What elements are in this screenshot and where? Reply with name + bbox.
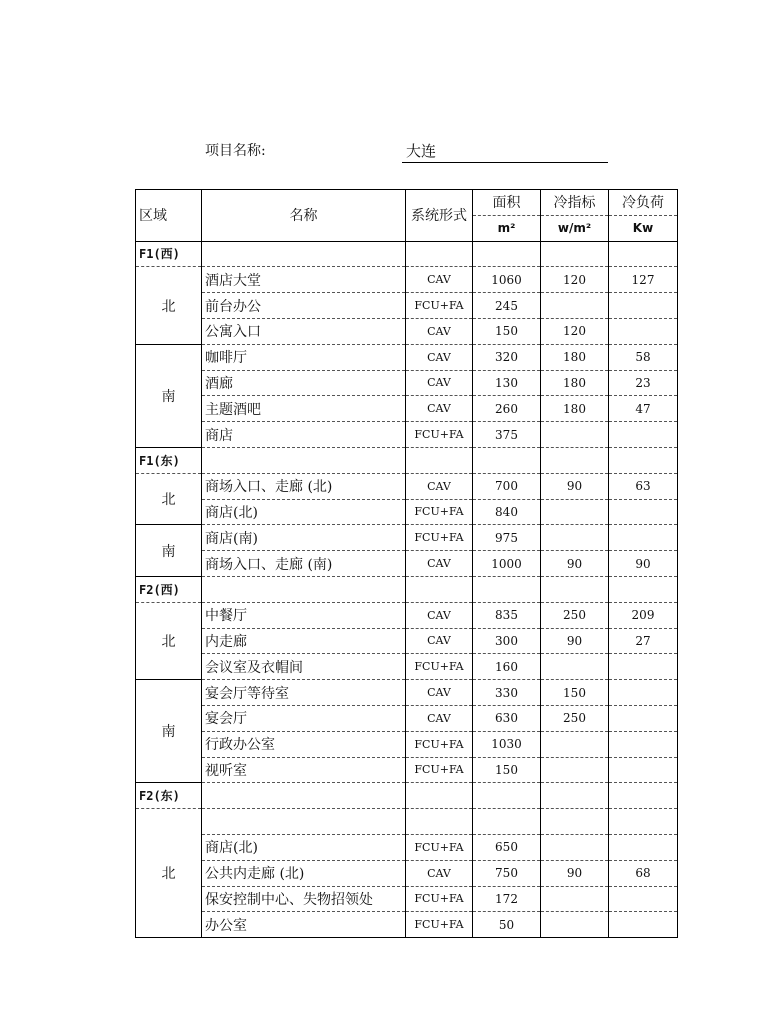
room-name: 行政办公室 xyxy=(202,731,406,757)
empty-cell xyxy=(541,783,609,809)
cooling-index: 90 xyxy=(541,628,609,654)
area-value: 150 xyxy=(473,757,541,783)
cooling-index: 150 xyxy=(541,680,609,706)
room-name: 中餐厅 xyxy=(202,602,406,628)
cooling-load xyxy=(609,886,678,912)
cooling-load xyxy=(609,654,678,680)
area-value: 700 xyxy=(473,473,541,499)
system-type: FCU+FA xyxy=(406,886,473,912)
system-type: FCU+FA xyxy=(406,757,473,783)
cooling-load xyxy=(609,525,678,551)
system-type: CAV xyxy=(406,473,473,499)
table-row xyxy=(136,525,678,551)
area-value: 1030 xyxy=(473,731,541,757)
table-row xyxy=(136,293,678,319)
area-value: 160 xyxy=(473,654,541,680)
cooling-load: 63 xyxy=(609,473,678,499)
empty-cell xyxy=(473,447,541,473)
empty-cell xyxy=(406,783,473,809)
room-name: 前台办公 xyxy=(202,293,406,319)
empty-cell xyxy=(202,576,406,602)
cooling-index xyxy=(541,912,609,938)
cooling-index: 120 xyxy=(541,267,609,293)
area-value: 975 xyxy=(473,525,541,551)
area-value: 1060 xyxy=(473,267,541,293)
cooling-load xyxy=(609,757,678,783)
section-row xyxy=(136,783,678,809)
room-name: 商店(北) xyxy=(202,834,406,860)
system-type: CAV xyxy=(406,628,473,654)
cooling-index xyxy=(541,886,609,912)
cooling-load xyxy=(609,705,678,731)
area-value: 172 xyxy=(473,886,541,912)
cooling-load xyxy=(609,834,678,860)
zone-cell: 南 xyxy=(136,344,202,447)
empty-cell xyxy=(473,783,541,809)
cooling-index xyxy=(541,809,609,835)
table-row xyxy=(136,705,678,731)
system-type: CAV xyxy=(406,551,473,577)
area-value: 750 xyxy=(473,860,541,886)
cooling-index: 120 xyxy=(541,318,609,344)
room-name: 内走廊 xyxy=(202,628,406,654)
table-row xyxy=(136,628,678,654)
cooling-load xyxy=(609,293,678,319)
section-row xyxy=(136,447,678,473)
system-type: CAV xyxy=(406,680,473,706)
system-type: FCU+FA xyxy=(406,654,473,680)
area-value: 300 xyxy=(473,628,541,654)
section-title: F2(东) xyxy=(136,783,202,809)
table-row xyxy=(136,602,678,628)
table-row xyxy=(136,860,678,886)
room-name: 主题酒吧 xyxy=(202,396,406,422)
system-type: FCU+FA xyxy=(406,834,473,860)
area-value xyxy=(473,809,541,835)
section-row xyxy=(136,576,678,602)
room-name: 公寓入口 xyxy=(202,318,406,344)
section-title: F2(西) xyxy=(136,576,202,602)
cooling-load xyxy=(609,731,678,757)
cooling-load: 90 xyxy=(609,551,678,577)
zone-cell: 南 xyxy=(136,525,202,577)
col-header-name: 名称 xyxy=(202,190,406,242)
zone-cell: 北 xyxy=(136,809,202,938)
room-name: 视听室 xyxy=(202,757,406,783)
area-value: 245 xyxy=(473,293,541,319)
room-name: 宴会厅等待室 xyxy=(202,680,406,706)
table-row xyxy=(136,473,678,499)
unit-area: m² xyxy=(473,215,541,241)
table-row xyxy=(136,809,678,835)
table-row xyxy=(136,680,678,706)
area-value: 150 xyxy=(473,318,541,344)
empty-cell xyxy=(202,241,406,267)
cooling-load: 23 xyxy=(609,370,678,396)
room-name: 保安控制中心、失物招领处 xyxy=(202,886,406,912)
section-title: F1(东) xyxy=(136,447,202,473)
zone-cell: 北 xyxy=(136,473,202,525)
room-name: 宴会厅 xyxy=(202,705,406,731)
col-header-area: 面积 xyxy=(473,190,541,216)
cooling-index: 250 xyxy=(541,602,609,628)
table-row xyxy=(136,396,678,422)
table-row xyxy=(136,344,678,370)
table-row xyxy=(136,912,678,938)
empty-cell xyxy=(406,447,473,473)
area-value: 650 xyxy=(473,834,541,860)
empty-cell xyxy=(609,241,678,267)
system-type: FCU+FA xyxy=(406,525,473,551)
room-name: 会议室及衣帽间 xyxy=(202,654,406,680)
project-value: 大连 xyxy=(406,142,437,160)
system-type: FCU+FA xyxy=(406,293,473,319)
empty-cell xyxy=(541,241,609,267)
room-name: 商场入口、走廊 (南) xyxy=(202,551,406,577)
cooling-load xyxy=(609,809,678,835)
room-name: 酒廊 xyxy=(202,370,406,396)
cooling-index: 90 xyxy=(541,860,609,886)
table-row xyxy=(136,654,678,680)
empty-cell xyxy=(473,241,541,267)
table-row xyxy=(136,731,678,757)
cooling-index: 180 xyxy=(541,396,609,422)
area-value: 1000 xyxy=(473,551,541,577)
cooling-index: 180 xyxy=(541,370,609,396)
cooling-index: 180 xyxy=(541,344,609,370)
cooling-load: 27 xyxy=(609,628,678,654)
system-type: CAV xyxy=(406,860,473,886)
unit-load: Kw xyxy=(609,215,678,241)
room-name xyxy=(202,809,406,835)
empty-cell xyxy=(609,576,678,602)
cooling-load: 47 xyxy=(609,396,678,422)
system-type: CAV xyxy=(406,602,473,628)
table-row xyxy=(136,499,678,525)
system-type: CAV xyxy=(406,344,473,370)
cooling-index: 90 xyxy=(541,551,609,577)
project-label: 项目名称: xyxy=(205,143,266,159)
system-type xyxy=(406,809,473,835)
cooling-index xyxy=(541,525,609,551)
empty-cell xyxy=(473,576,541,602)
system-type: CAV xyxy=(406,396,473,422)
cooling-load xyxy=(609,318,678,344)
table-row xyxy=(136,370,678,396)
system-type: FCU+FA xyxy=(406,912,473,938)
cooling-load: 68 xyxy=(609,860,678,886)
room-name: 商店(南) xyxy=(202,525,406,551)
unit-index: w/m² xyxy=(541,215,609,241)
cooling-index xyxy=(541,293,609,319)
cooling-load: 58 xyxy=(609,344,678,370)
room-name: 办公室 xyxy=(202,912,406,938)
cooling-index xyxy=(541,422,609,448)
table-row xyxy=(136,834,678,860)
table-row xyxy=(136,551,678,577)
cooling-load: 209 xyxy=(609,602,678,628)
cooling-index xyxy=(541,757,609,783)
table-row xyxy=(136,422,678,448)
empty-cell xyxy=(202,447,406,473)
empty-cell xyxy=(406,576,473,602)
cooling-load: 127 xyxy=(609,267,678,293)
cooling-index: 90 xyxy=(541,473,609,499)
area-value: 630 xyxy=(473,705,541,731)
project-underline xyxy=(402,162,608,163)
room-name: 公共内走廊 (北) xyxy=(202,860,406,886)
empty-cell xyxy=(541,576,609,602)
system-type: CAV xyxy=(406,705,473,731)
area-value: 835 xyxy=(473,602,541,628)
table-row xyxy=(136,757,678,783)
empty-cell xyxy=(609,447,678,473)
table-row xyxy=(136,886,678,912)
system-type: FCU+FA xyxy=(406,731,473,757)
col-header-system: 系统形式 xyxy=(406,190,473,242)
area-value: 130 xyxy=(473,370,541,396)
empty-cell xyxy=(609,783,678,809)
cooling-load xyxy=(609,499,678,525)
zone-cell: 北 xyxy=(136,602,202,679)
system-type: FCU+FA xyxy=(406,499,473,525)
empty-cell xyxy=(202,783,406,809)
section-title: F1(西) xyxy=(136,241,202,267)
area-value: 320 xyxy=(473,344,541,370)
col-header-index: 冷指标 xyxy=(541,190,609,216)
system-type: CAV xyxy=(406,267,473,293)
empty-cell xyxy=(406,241,473,267)
system-type: CAV xyxy=(406,370,473,396)
cooling-load xyxy=(609,912,678,938)
system-type: FCU+FA xyxy=(406,422,473,448)
empty-cell xyxy=(541,447,609,473)
system-type: CAV xyxy=(406,318,473,344)
area-value: 840 xyxy=(473,499,541,525)
room-name: 商店 xyxy=(202,422,406,448)
col-header-zone: 区域 xyxy=(136,190,202,242)
area-value: 50 xyxy=(473,912,541,938)
col-header-load: 冷负荷 xyxy=(609,190,678,216)
zone-cell: 南 xyxy=(136,680,202,783)
room-name: 咖啡厅 xyxy=(202,344,406,370)
section-row xyxy=(136,241,678,267)
cooling-index xyxy=(541,654,609,680)
zone-cell: 北 xyxy=(136,267,202,344)
cooling-index xyxy=(541,834,609,860)
cooling-load xyxy=(609,422,678,448)
table-row xyxy=(136,267,678,293)
area-value: 330 xyxy=(473,680,541,706)
cooling-index xyxy=(541,731,609,757)
room-name: 商场入口、走廊 (北) xyxy=(202,473,406,499)
cooling-load xyxy=(609,680,678,706)
area-value: 260 xyxy=(473,396,541,422)
area-value: 375 xyxy=(473,422,541,448)
table-row xyxy=(136,318,678,344)
room-name: 酒店大堂 xyxy=(202,267,406,293)
cooling-index: 250 xyxy=(541,705,609,731)
cooling-index xyxy=(541,499,609,525)
cooling-load-table xyxy=(135,189,678,938)
room-name: 商店(北) xyxy=(202,499,406,525)
